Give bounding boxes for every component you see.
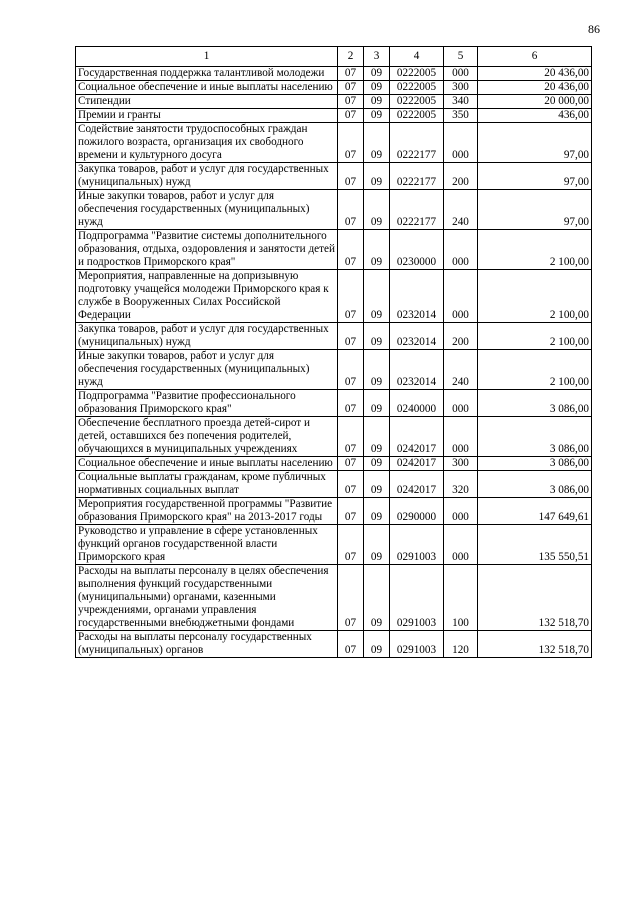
- row-amount-cell: 2 100,00: [478, 270, 592, 323]
- row-expense-type-cell: 240: [444, 190, 478, 230]
- row-target-code-cell: 0222005: [390, 67, 444, 81]
- row-subsection-cell: 09: [364, 109, 390, 123]
- row-section-cell: 07: [338, 417, 364, 457]
- row-subsection-cell: 09: [364, 525, 390, 565]
- row-name-cell: Социальное обеспечение и иные выплаты населению: [76, 457, 338, 471]
- row-subsection-cell: 09: [364, 323, 390, 350]
- table-row: [76, 270, 592, 323]
- row-name-cell: Иные закупки товаров, работ и услуг для обеспечения государственных (муниципальных) нужд: [76, 190, 338, 230]
- header-cell: 1: [76, 47, 338, 67]
- row-amount-cell: 436,00: [478, 109, 592, 123]
- row-expense-type-cell: 000: [444, 123, 478, 163]
- row-expense-type-cell: 240: [444, 350, 478, 390]
- row-expense-type-cell: 000: [444, 417, 478, 457]
- row-amount-cell: 132 518,70: [478, 631, 592, 658]
- row-target-code-cell: 0222177: [390, 163, 444, 190]
- row-amount-cell: 20 436,00: [478, 67, 592, 81]
- row-name-cell: Расходы на выплаты персоналу государственных (муниципальных) органов: [76, 631, 338, 658]
- table-row: [76, 230, 592, 270]
- row-subsection-cell: 09: [364, 190, 390, 230]
- row-subsection-cell: 09: [364, 471, 390, 498]
- table-row: [76, 631, 592, 658]
- row-section-cell: 07: [338, 123, 364, 163]
- row-target-code-cell: 0232014: [390, 323, 444, 350]
- row-name-cell: Мероприятия государственной программы "Развитие образования Приморского края" на 2013-2017 годы: [76, 498, 338, 525]
- row-expense-type-cell: 000: [444, 270, 478, 323]
- header-cell: 3: [364, 47, 390, 67]
- table-row: [76, 123, 592, 163]
- row-subsection-cell: 09: [364, 270, 390, 323]
- row-expense-type-cell: 000: [444, 498, 478, 525]
- row-section-cell: 07: [338, 390, 364, 417]
- row-section-cell: 07: [338, 457, 364, 471]
- row-subsection-cell: 09: [364, 230, 390, 270]
- row-name-cell: Мероприятия, направленные на допризывную подготовку учащейся молодежи Приморского края к службе в Вооруженных Силах Российской Федерации: [76, 270, 338, 323]
- table-row: [76, 67, 592, 81]
- header-row: [76, 47, 592, 67]
- row-expense-type-cell: 100: [444, 565, 478, 631]
- row-expense-type-cell: 000: [444, 525, 478, 565]
- table-row: [76, 525, 592, 565]
- table-row: [76, 471, 592, 498]
- row-expense-type-cell: 000: [444, 67, 478, 81]
- table-row: [76, 350, 592, 390]
- header-cell: 2: [338, 47, 364, 67]
- row-name-cell: Руководство и управление в сфере установленных функций органов государственной власти Приморского края: [76, 525, 338, 565]
- table-row: [76, 163, 592, 190]
- row-section-cell: 07: [338, 95, 364, 109]
- row-section-cell: 07: [338, 565, 364, 631]
- row-section-cell: 07: [338, 230, 364, 270]
- row-section-cell: 07: [338, 631, 364, 658]
- row-subsection-cell: 09: [364, 95, 390, 109]
- header-cell: 4: [390, 47, 444, 67]
- header-cell: 6: [478, 47, 592, 67]
- row-subsection-cell: 09: [364, 457, 390, 471]
- table-row: [76, 109, 592, 123]
- table-row: [76, 498, 592, 525]
- row-target-code-cell: 0242017: [390, 471, 444, 498]
- row-subsection-cell: 09: [364, 390, 390, 417]
- header-cell: 5: [444, 47, 478, 67]
- row-amount-cell: 97,00: [478, 190, 592, 230]
- row-target-code-cell: 0242017: [390, 457, 444, 471]
- row-name-cell: Обеспечение бесплатного проезда детей-сирот и детей, оставшихся без попечения родителей, обучающихся в муниципальных учреждениях: [76, 417, 338, 457]
- row-name-cell: Иные закупки товаров, работ и услуг для обеспечения государственных (муниципальных) нужд: [76, 350, 338, 390]
- row-section-cell: 07: [338, 270, 364, 323]
- row-expense-type-cell: 320: [444, 471, 478, 498]
- row-expense-type-cell: 300: [444, 457, 478, 471]
- row-amount-cell: 2 100,00: [478, 230, 592, 270]
- table-row: [76, 565, 592, 631]
- row-subsection-cell: 09: [364, 81, 390, 95]
- row-expense-type-cell: 120: [444, 631, 478, 658]
- row-target-code-cell: 0240000: [390, 390, 444, 417]
- row-target-code-cell: 0232014: [390, 270, 444, 323]
- row-target-code-cell: 0222177: [390, 123, 444, 163]
- row-name-cell: Государственная поддержка талантливой молодежи: [76, 67, 338, 81]
- row-subsection-cell: 09: [364, 498, 390, 525]
- row-section-cell: 07: [338, 81, 364, 95]
- row-subsection-cell: 09: [364, 631, 390, 658]
- row-expense-type-cell: 000: [444, 230, 478, 270]
- row-section-cell: 07: [338, 67, 364, 81]
- row-amount-cell: 20 436,00: [478, 81, 592, 95]
- row-amount-cell: 3 086,00: [478, 390, 592, 417]
- row-section-cell: 07: [338, 498, 364, 525]
- row-section-cell: 07: [338, 163, 364, 190]
- table-row: [76, 457, 592, 471]
- row-subsection-cell: 09: [364, 565, 390, 631]
- row-name-cell: Содействие занятости трудоспособных граждан пожилого возраста, организация их свободного времени и культурного досуга: [76, 123, 338, 163]
- row-target-code-cell: 0291003: [390, 631, 444, 658]
- row-expense-type-cell: 300: [444, 81, 478, 95]
- row-name-cell: Премии и гранты: [76, 109, 338, 123]
- row-subsection-cell: 09: [364, 67, 390, 81]
- row-section-cell: 07: [338, 109, 364, 123]
- row-amount-cell: 97,00: [478, 163, 592, 190]
- row-section-cell: 07: [338, 471, 364, 498]
- row-section-cell: 07: [338, 323, 364, 350]
- row-expense-type-cell: 340: [444, 95, 478, 109]
- table-row: [76, 95, 592, 109]
- row-target-code-cell: 0222005: [390, 95, 444, 109]
- budget-table: [75, 46, 592, 658]
- row-amount-cell: 2 100,00: [478, 323, 592, 350]
- row-target-code-cell: 0291003: [390, 565, 444, 631]
- row-amount-cell: 135 550,51: [478, 525, 592, 565]
- row-target-code-cell: 0222005: [390, 109, 444, 123]
- row-amount-cell: 147 649,61: [478, 498, 592, 525]
- row-subsection-cell: 09: [364, 350, 390, 390]
- row-name-cell: Подпрограмма "Развитие системы дополнительного образования, отдыха, оздоровления и занятости детей и подростков Приморского края": [76, 230, 338, 270]
- row-section-cell: 07: [338, 190, 364, 230]
- row-amount-cell: 97,00: [478, 123, 592, 163]
- row-name-cell: Закупка товаров, работ и услуг для государственных (муниципальных) нужд: [76, 163, 338, 190]
- row-subsection-cell: 09: [364, 123, 390, 163]
- row-subsection-cell: 09: [364, 417, 390, 457]
- row-name-cell: Стипендии: [76, 95, 338, 109]
- row-expense-type-cell: 200: [444, 323, 478, 350]
- table-row: [76, 190, 592, 230]
- table-row: [76, 81, 592, 95]
- row-amount-cell: 20 000,00: [478, 95, 592, 109]
- row-name-cell: Социальное обеспечение и иные выплаты населению: [76, 81, 338, 95]
- row-target-code-cell: 0222005: [390, 81, 444, 95]
- row-section-cell: 07: [338, 525, 364, 565]
- row-target-code-cell: 0242017: [390, 417, 444, 457]
- row-expense-type-cell: 000: [444, 390, 478, 417]
- row-amount-cell: 3 086,00: [478, 471, 592, 498]
- row-target-code-cell: 0230000: [390, 230, 444, 270]
- row-amount-cell: 3 086,00: [478, 417, 592, 457]
- row-expense-type-cell: 350: [444, 109, 478, 123]
- row-target-code-cell: 0290000: [390, 498, 444, 525]
- row-amount-cell: 2 100,00: [478, 350, 592, 390]
- row-target-code-cell: 0291003: [390, 525, 444, 565]
- table-row: [76, 323, 592, 350]
- row-section-cell: 07: [338, 350, 364, 390]
- table-row: [76, 390, 592, 417]
- row-expense-type-cell: 200: [444, 163, 478, 190]
- row-name-cell: Расходы на выплаты персоналу в целях обеспечения выполнения функций государственными (муниципальными) органами, казенными учреждениями, органами управления государственными внебюджетными фондами: [76, 565, 338, 631]
- row-subsection-cell: 09: [364, 163, 390, 190]
- row-name-cell: Закупка товаров, работ и услуг для государственных (муниципальных) нужд: [76, 323, 338, 350]
- row-target-code-cell: 0222177: [390, 190, 444, 230]
- row-target-code-cell: 0232014: [390, 350, 444, 390]
- page-number: 86: [588, 22, 600, 36]
- row-name-cell: Социальные выплаты гражданам, кроме публичных нормативных социальных выплат: [76, 471, 338, 498]
- row-amount-cell: 3 086,00: [478, 457, 592, 471]
- row-name-cell: Подпрограмма "Развитие профессионального образования Приморского края": [76, 390, 338, 417]
- table-row: [76, 417, 592, 457]
- row-amount-cell: 132 518,70: [478, 565, 592, 631]
